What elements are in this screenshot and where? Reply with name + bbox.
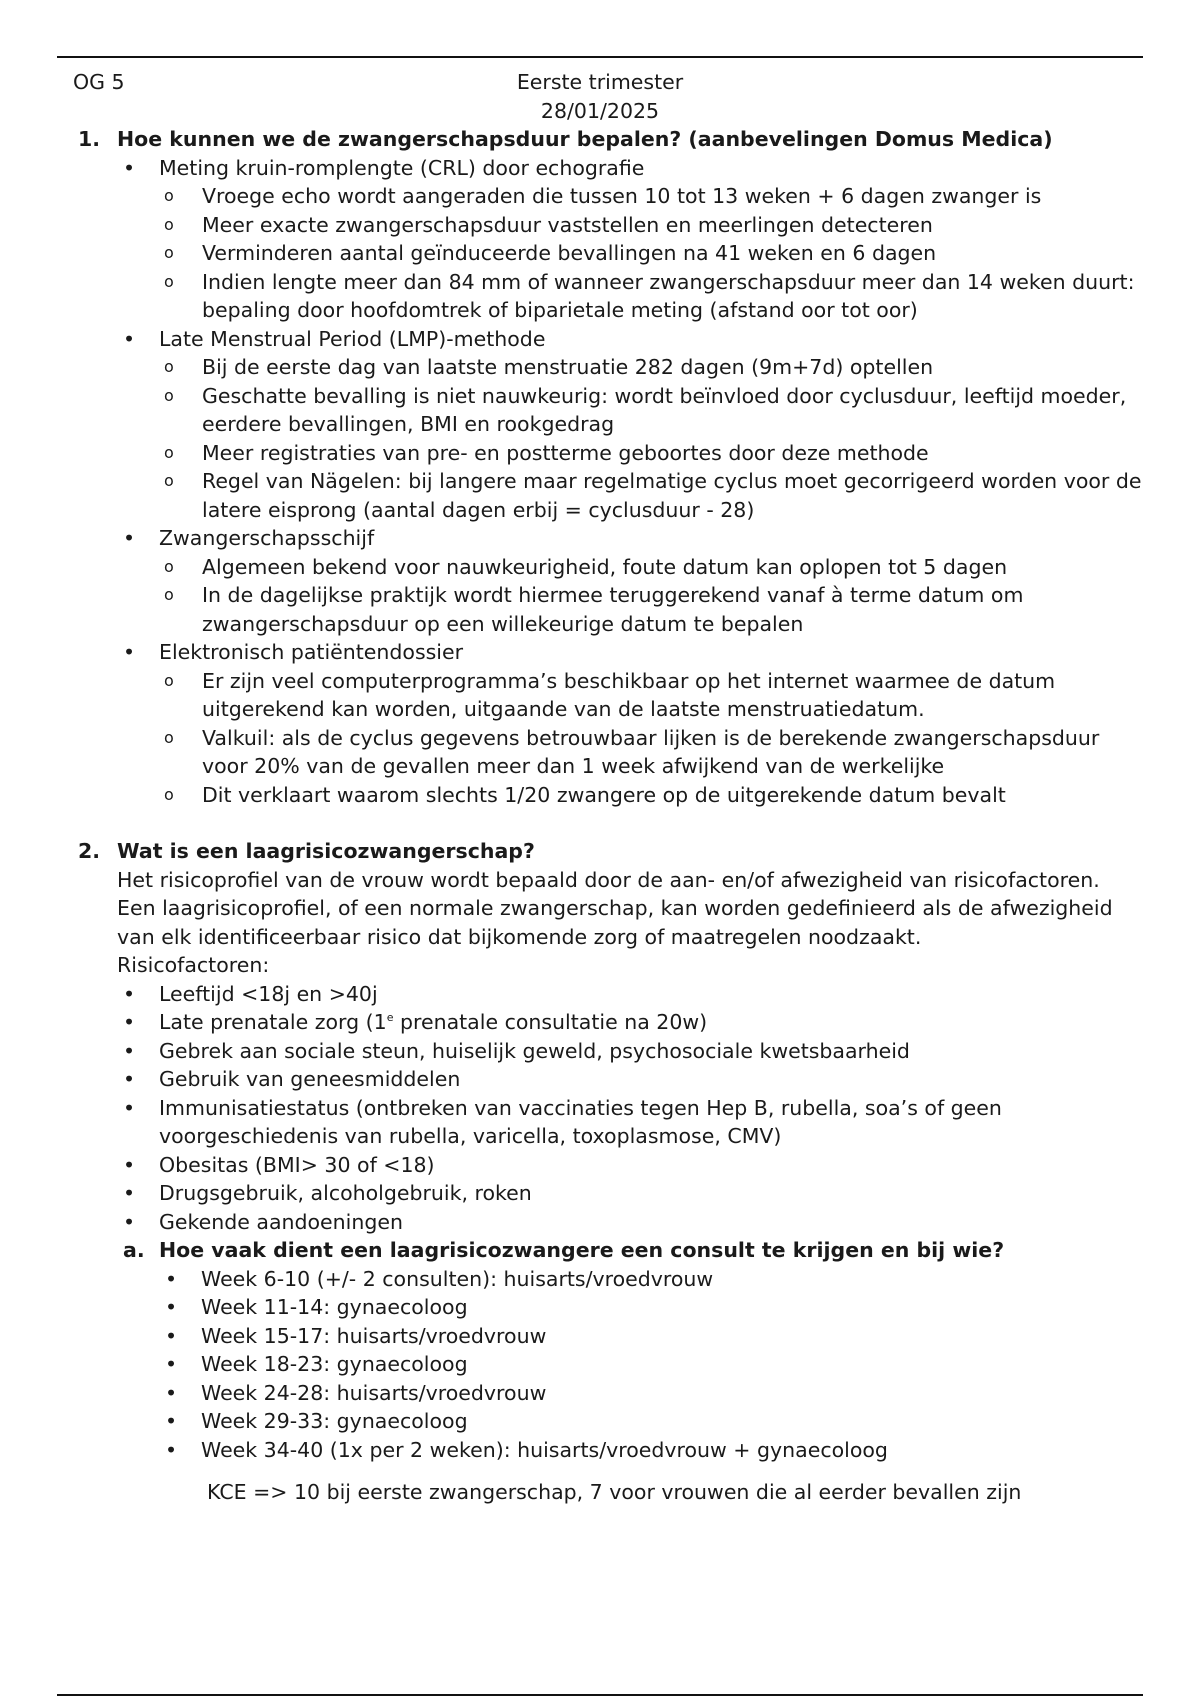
- document-title: Eerste trimester: [516, 70, 684, 94]
- schedule-entry: Week 29-33: gynaecoloog: [201, 1409, 468, 1433]
- bullet-icon: •: [123, 155, 136, 180]
- sub-item-text: Vroege echo wordt aangeraden die tussen 10 tot 13 weken + 6 dagen zwanger is: [202, 184, 1042, 208]
- question-2: [57, 837, 1143, 1507]
- sub-item-text: Dit verklaart waarom slechts 1/20 zwangere op de uitgerekende datum bevalt: [202, 782, 1006, 807]
- method-label: Meting kruin-romplengte (CRL) door echografie: [159, 155, 645, 180]
- sub-bullet-icon: o: [164, 357, 174, 376]
- question-1: [57, 125, 1143, 809]
- sub-bullet-icon: o: [164, 727, 174, 747]
- sub-item-text: Valkuil: als de cyclus gegevens betrouwbaar lijken is de berekende zwangerschapsduur voor 20% van de gevallen meer dan 1 week afwijkend van de werkelijke: [202, 725, 1100, 778]
- ordinal-superscript: e: [386, 1011, 394, 1025]
- list-item: [117, 1065, 1143, 1094]
- kce-note: KCE => 10 bij eerste zwangerschap, 7 voor vrouwen die al eerder bevallen zijn: [207, 1480, 1022, 1504]
- consult-schedule-list: [159, 1265, 1143, 1465]
- bullet-icon: •: [123, 981, 136, 1006]
- list-item: [159, 1407, 1143, 1436]
- sub-question-a: [117, 1236, 1143, 1507]
- schedule-entry: Week 15-17: huisarts/vroedvrouw: [201, 1323, 547, 1348]
- question-number: 2.: [78, 839, 101, 863]
- schedule-entry: Week 24-28: huisarts/vroedvrouw: [201, 1380, 547, 1405]
- risk-factor: Obesitas (BMI> 30 of <18): [159, 1152, 435, 1177]
- schedule-entry: Week 34-40 (1x per 2 weken): huisarts/vroedvrouw + gynaecoloog: [201, 1437, 888, 1462]
- intro-paragraph: Het risicoprofiel van de vrouw wordt bepaald door de aan- en/of afwezigheid van risicofactoren. Een laagrisicoprofiel, of een normale zwangerschap, kan worden gedefinieerd als de afwezigheid van elk identificeerbaar risico dat bijkomende zorg of maatregelen noodzaakt.: [117, 867, 1113, 949]
- sub-bullet-icon: o: [164, 214, 174, 234]
- bullet-icon: •: [123, 1181, 136, 1205]
- sub-bullet-icon: o: [164, 271, 174, 291]
- sub-list-item: [159, 439, 1143, 468]
- question-title: Wat is een laagrisicozwangerschap?: [117, 839, 535, 863]
- sub-list-item: [159, 467, 1143, 524]
- sub-bullet-icon: o: [164, 471, 174, 490]
- sub-list: [159, 353, 1143, 524]
- sub-list-item: [159, 182, 1143, 211]
- bullet-icon: •: [165, 1437, 178, 1462]
- footer-rule: [57, 1694, 1143, 1696]
- sub-list-item: [159, 382, 1143, 439]
- bullet-icon: •: [123, 1067, 136, 1091]
- list-item: [159, 1436, 1143, 1465]
- list-item: [117, 524, 1143, 638]
- sub-list-item: [159, 581, 1143, 638]
- schedule-entry: Week 18-23: gynaecoloog: [201, 1352, 468, 1376]
- sub-bullet-icon: o: [164, 784, 174, 804]
- list-item: [117, 1094, 1143, 1151]
- sub-bullet-icon: o: [164, 556, 174, 576]
- sub-bullet-icon: o: [164, 186, 174, 205]
- bullet-icon: •: [123, 1152, 136, 1177]
- bullet-icon: •: [165, 1380, 178, 1405]
- list-item: [159, 1293, 1143, 1322]
- bullet-icon: •: [123, 1038, 136, 1063]
- document-page: [57, 68, 1143, 1507]
- sub-list-item: [159, 353, 1143, 382]
- sub-item-text: Meer exacte zwangerschapsduur vaststellen en meerlingen detecteren: [202, 212, 933, 237]
- sub-list-item: [159, 239, 1143, 268]
- risk-factor: Drugsgebruik, alcoholgebruik, roken: [159, 1181, 532, 1205]
- bullet-icon: •: [123, 1095, 136, 1120]
- bullet-icon: •: [123, 1209, 136, 1234]
- sub-list: [159, 182, 1143, 325]
- sub-item-text: Verminderen aantal geïnduceerde bevallingen na 41 weken en 6 dagen: [202, 241, 937, 265]
- list-item: [117, 638, 1143, 809]
- list-item: [117, 1008, 1143, 1037]
- question-number: 1.: [78, 127, 101, 151]
- sub-list-item: [159, 781, 1143, 810]
- page-header: [57, 68, 1143, 125]
- sub-list: [159, 667, 1143, 810]
- document-date: 28/01/2025: [540, 98, 660, 123]
- bullet-icon: •: [165, 1409, 178, 1433]
- sub-bullet-icon: o: [164, 670, 174, 690]
- method-list: [117, 154, 1143, 810]
- bullet-icon: •: [123, 526, 136, 550]
- sub-item-text: In de dagelijkse praktijk wordt hiermee teruggerekend vanaf à terme datum om zwangerschapsduur op een willekeurige datum te bepalen: [202, 583, 1024, 636]
- bullet-icon: •: [123, 1010, 136, 1034]
- bullet-icon: •: [123, 640, 136, 664]
- course-code: OG 5: [73, 70, 125, 94]
- sub-list-item: [159, 211, 1143, 240]
- sub-bullet-icon: o: [164, 385, 174, 405]
- list-item: [117, 980, 1143, 1009]
- risk-factor-text: Late prenatale zorg (1: [159, 1010, 387, 1034]
- risk-factors-label: Risicofactoren:: [117, 953, 270, 977]
- list-item: [117, 154, 1143, 325]
- list-item: [117, 1179, 1143, 1208]
- sub-list-item: [159, 667, 1143, 724]
- sub-bullet-icon: o: [164, 442, 174, 462]
- method-label: Zwangerschapsschijf: [159, 526, 375, 550]
- sub-list-item: [159, 268, 1143, 325]
- question-title: Hoe kunnen we de zwangerschapsduur bepalen? (aanbevelingen Domus Medica): [117, 127, 1053, 151]
- risk-factor: Gebrek aan sociale steun, huiselijk geweld, psychosociale kwetsbaarheid: [159, 1038, 910, 1063]
- risk-factor: Leeftijd <18j en >40j: [159, 981, 378, 1006]
- bullet-icon: •: [165, 1352, 178, 1376]
- risk-factor-list: [117, 980, 1143, 1237]
- section-gap: [57, 809, 1143, 837]
- list-item: [159, 1350, 1143, 1379]
- risk-factor: [159, 1010, 707, 1034]
- sub-item-text: Er zijn veel computerprogramma’s beschikbaar op het internet waarmee de datum uitgerekend kan worden, uitgaande van de laatste menstruatiedatum.: [202, 668, 1056, 721]
- method-label: Elektronisch patiëntendossier: [159, 640, 464, 664]
- sub-question-letter: a.: [123, 1238, 145, 1262]
- header-rule: [57, 56, 1143, 58]
- list-item: [159, 1379, 1143, 1408]
- bullet-icon: •: [123, 326, 136, 351]
- sub-item-text: Indien lengte meer dan 84 mm of wanneer zwangerschapsduur meer dan 14 weken duurt: bepaling door hoofdomtrek of biparietale meting (afstand oor tot oor): [202, 269, 1135, 322]
- sub-list: [159, 553, 1143, 639]
- sub-item-text: Regel van Nägelen: bij langere maar regelmatige cyclus moet gecorrigeerd worden voor de latere eisprong (aantal dagen erbij = cyclusduur - 28): [202, 469, 1142, 522]
- risk-factor: Immunisatiestatus (ontbreken van vaccinaties tegen Hep B, rubella, soa’s of geen voorgeschiedenis van rubella, varicella, toxoplasmose, CMV): [159, 1095, 1002, 1148]
- bullet-icon: •: [165, 1323, 178, 1348]
- sub-question-title: Hoe vaak dient een laagrisicozwangere een consult te krijgen en bij wie?: [159, 1238, 1005, 1262]
- list-item: [117, 1151, 1143, 1180]
- sub-bullet-icon: o: [164, 243, 174, 262]
- schedule-entry: Week 6-10 (+/- 2 consulten): huisarts/vroedvrouw: [201, 1266, 714, 1291]
- sub-item-text: Meer registraties van pre- en postterme geboortes door deze methode: [202, 440, 929, 465]
- method-label: Late Menstrual Period (LMP)-methode: [159, 326, 546, 351]
- risk-factor: Gebruik van geneesmiddelen: [159, 1067, 461, 1091]
- risk-factor: Gekende aandoeningen: [159, 1209, 403, 1234]
- sub-item-text: Algemeen bekend voor nauwkeurigheid, foute datum kan oplopen tot 5 dagen: [202, 554, 1008, 579]
- sub-item-text: Geschatte bevalling is niet nauwkeurig: wordt beïnvloed door cyclusduur, leeftijd moeder, eerdere bevallingen, BMI en rookgedrag: [202, 383, 1127, 436]
- sub-bullet-icon: o: [164, 585, 174, 604]
- list-item: [159, 1322, 1143, 1351]
- sub-item-text: Bij de eerste dag van laatste menstruatie 282 dagen (9m+7d) optellen: [202, 355, 934, 379]
- sub-list-item: [159, 553, 1143, 582]
- list-item: [159, 1265, 1143, 1294]
- schedule-entry: Week 11-14: gynaecoloog: [201, 1295, 468, 1319]
- risk-factor-text: prenatale consultatie na 20w): [393, 1010, 708, 1034]
- list-item: [117, 325, 1143, 525]
- list-item: [117, 1037, 1143, 1066]
- header-center: [57, 68, 1143, 125]
- sub-list-item: [159, 724, 1143, 781]
- bullet-icon: •: [165, 1266, 178, 1291]
- bullet-icon: •: [165, 1295, 178, 1319]
- list-item: [117, 1208, 1143, 1237]
